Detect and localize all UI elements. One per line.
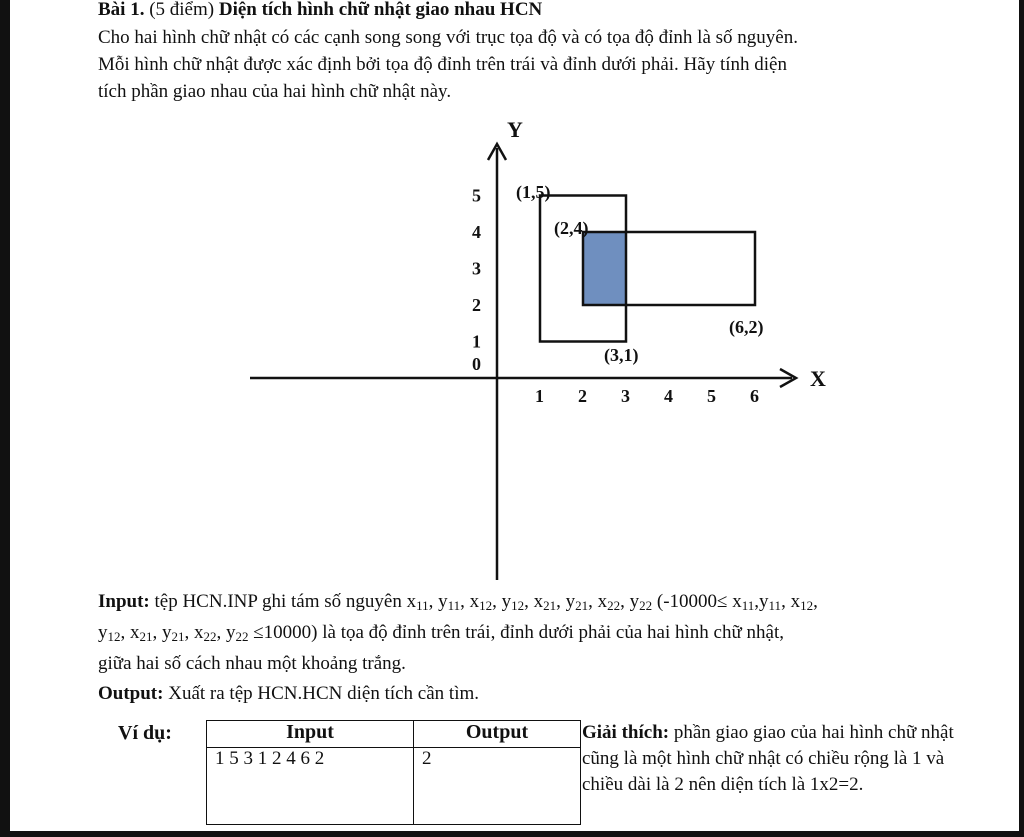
y-axis-label: Y [507,117,523,142]
var-sub: 22 [235,629,249,644]
input-label: Input: [98,591,150,612]
var-sub: 22 [203,629,217,644]
range-start: (-10000≤ x [656,591,742,612]
var-sub: 11 [416,598,429,613]
output-description [98,680,978,707]
var-sub: 22 [639,598,653,613]
page-left-edge [0,0,10,837]
var-sub: 11 [447,598,461,613]
var: x [533,591,544,612]
var: y [501,591,512,612]
input-line-2: $y_{12}$, $x_{21}$, $y_{21}$, $x_{22}$, $y_{22} \le 10000$) là tọa độ đỉnh trên trái, đỉnh dưới phải của hai hình chữ nhật, [98,622,784,644]
y-tick-labels [472,186,481,375]
x-tick-label: 1 [535,386,544,406]
x-tick-label: 2 [578,386,587,406]
input-line-1: Input: tệp HCN.INP ghi tám số nguyên $x_{11}$, $y_{11}$, $x_{12}$, $y_{12}$, $x_{21}$, $y_{21}$, $x_{22}$, $y_{22}$ ($-10000\le x_{11},y_{11}$, $x_{12}$, [98,591,818,613]
var: x [469,591,480,612]
x-tick-label: 4 [664,386,673,406]
y-tick-label: 2 [472,295,481,315]
example-input-value: 1 5 3 1 2 4 6 2 [207,748,414,825]
example-explanation [582,720,962,798]
var: x [194,622,204,643]
var: y [565,591,576,612]
var-sub: 12 [107,629,121,644]
var-sub: 21 [575,598,589,613]
problem-points: (5 điểm) [149,0,215,20]
description-line-1: Cho hai hình chữ nhật có các cạnh song song với trục tọa độ và có tọa độ đỉnh là số nguyên. [98,27,798,48]
x-tick-label: 3 [621,386,630,406]
output-label: Output: [98,683,164,704]
y-tick-label: 3 [472,258,481,279]
var-sub: 11 [768,598,782,613]
x-tick-labels [535,386,759,406]
y-tick-label: 5 [472,185,481,206]
input-description [98,588,978,677]
var: y [629,591,640,612]
example-output-value: 2 [414,748,581,825]
y-tick-label: 0 [472,354,481,374]
label-rect2-top-left: (2,4) [554,218,589,238]
page-right-edge [1019,0,1024,837]
problem-heading [98,0,978,23]
var-sub: 22 [607,598,621,613]
var-sub: 11 [741,598,755,613]
problem-description [98,24,978,105]
input-intro-text: tệp HCN.INP ghi tám số nguyên x [154,591,417,612]
var: x [130,622,140,643]
var: x [597,591,608,612]
page-bottom-edge [0,831,1024,837]
x-tick-label: 6 [750,386,759,406]
problem-title: Diện tích hình chữ nhật giao nhau HCN [218,0,543,20]
x-axis-label: X [810,366,826,391]
header-output: Output [414,721,581,748]
var-sub: 12 [800,598,814,613]
example-data-row [207,748,581,825]
example-header-row [207,721,581,748]
x-tick-label: 5 [707,386,716,406]
var: y [162,622,172,643]
var: y [98,622,108,643]
var-sub: 21 [171,629,185,644]
label-rect2-bottom-right: (6,2) [729,317,764,337]
example-label: Ví dụ: [118,722,172,744]
explanation-text: phần giao giao của hai hình chữ nhật cũng là một hình chữ nhật có chiều rộng là 1 và chiều dài là 2 nên diện tích là 1x2=2. [582,722,954,795]
var-sub: 21 [543,598,557,613]
input-line-3: giữa hai số cách nhau một khoảng trắng. [98,653,406,674]
var-sub: 12 [511,598,525,613]
label-rect1-bottom-right: (3,1) [604,345,639,365]
var-sub: 21 [139,629,153,644]
description-line-3: tích phần giao nhau của hai hình chữ nhật này. [98,81,452,102]
explanation-label: Giải thích: [582,722,670,743]
intersection-area [583,232,626,305]
y-tick-label: 4 [472,222,481,242]
problem-number: Bài 1. [98,0,145,20]
var: y [226,622,236,643]
var: x [790,591,801,612]
example-table [206,720,581,825]
coordinate-diagram [240,110,840,590]
label-rect1-top-left: (1,5) [516,182,551,202]
input-line-2-rest: ≤10000) là tọa độ đỉnh trên trái, đỉnh dưới phải của hai hình chữ nhật, [253,622,784,643]
var-sub: 12 [479,598,493,613]
output-text: Xuất ra tệp HCN.HCN diện tích cần tìm. [168,683,480,704]
var: y [759,591,769,612]
var: y [438,591,448,612]
description-line-2: Mỗi hình chữ nhật được xác định bởi tọa độ đỉnh trên trái và đỉnh dưới phải. Hãy tính diện [98,54,787,75]
y-tick-label: 1 [472,331,481,352]
header-input: Input [207,721,414,748]
